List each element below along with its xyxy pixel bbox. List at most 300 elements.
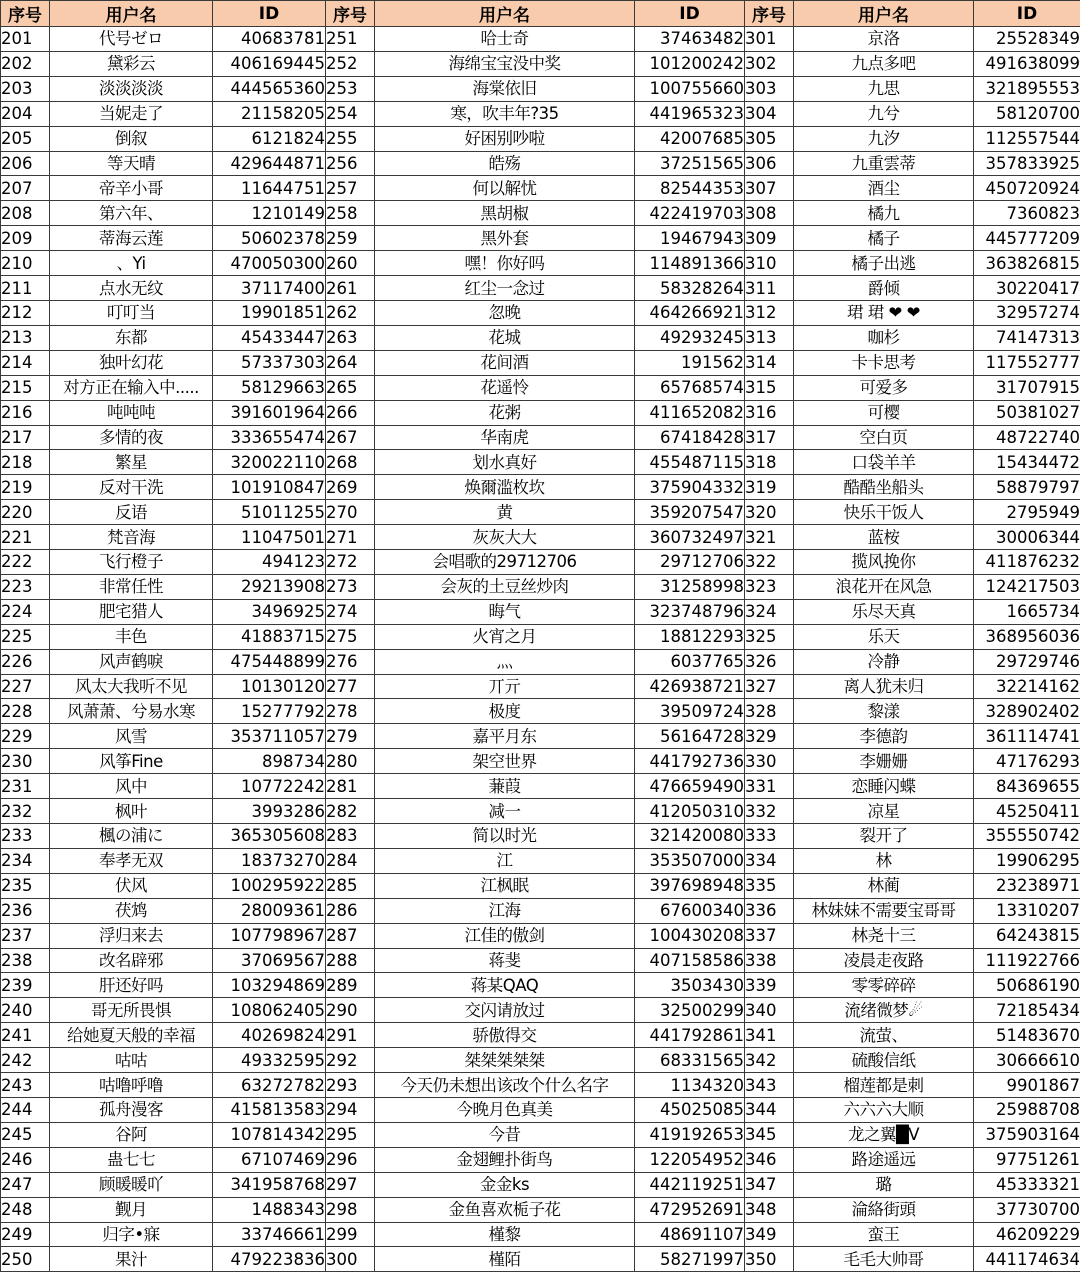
id-cell: 101200242 bbox=[635, 51, 745, 76]
table-row bbox=[1, 699, 1080, 724]
id-cell: 479223836 bbox=[213, 1247, 326, 1272]
id-cell: 476659490 bbox=[635, 774, 745, 799]
username-cell: 九点多吧 bbox=[794, 51, 974, 76]
username-cell: 浪花开在风急 bbox=[794, 574, 974, 599]
id-cell: 441965323 bbox=[635, 101, 745, 126]
username-cell: 今晚月色真美 bbox=[375, 1097, 635, 1122]
id-cell: 30666610 bbox=[974, 1048, 1080, 1073]
seq-cell: 295 bbox=[326, 1122, 375, 1147]
seq-cell: 297 bbox=[326, 1172, 375, 1197]
table-row bbox=[1, 1048, 1080, 1073]
id-cell: 365305608 bbox=[213, 824, 326, 849]
id-cell: 29729746 bbox=[974, 649, 1080, 674]
id-cell: 441174634 bbox=[974, 1247, 1080, 1272]
username-cell: 好困别吵啦 bbox=[375, 126, 635, 151]
seq-cell: 314 bbox=[745, 350, 794, 375]
username-cell: 珺 珺 ❤ ❤ bbox=[794, 300, 974, 325]
id-cell: 455487115 bbox=[635, 450, 745, 475]
seq-cell: 347 bbox=[745, 1172, 794, 1197]
username-cell: 口袋羊羊 bbox=[794, 450, 974, 475]
id-cell: 18812293 bbox=[635, 624, 745, 649]
username-cell: 六六六大顺 bbox=[794, 1097, 974, 1122]
id-cell: 323748796 bbox=[635, 599, 745, 624]
table-row bbox=[1, 201, 1080, 226]
id-cell: 63272782 bbox=[213, 1073, 326, 1098]
seq-cell: 346 bbox=[745, 1147, 794, 1172]
id-cell: 375904332 bbox=[635, 475, 745, 500]
username-cell: 林尧十三 bbox=[794, 923, 974, 948]
seq-cell: 204 bbox=[1, 101, 50, 126]
table-row bbox=[1, 475, 1080, 500]
id-cell: 37730700 bbox=[974, 1197, 1080, 1222]
username-cell: 划水真好 bbox=[375, 450, 635, 475]
username-cell: 改名辟邪 bbox=[50, 948, 213, 973]
username-cell: 晦气 bbox=[375, 599, 635, 624]
id-cell: 375903164 bbox=[974, 1122, 1080, 1147]
seq-cell: 318 bbox=[745, 450, 794, 475]
seq-cell: 329 bbox=[745, 724, 794, 749]
username-cell: 黛彩云 bbox=[50, 51, 213, 76]
username-cell: 哥无所畏惧 bbox=[50, 998, 213, 1023]
table-row bbox=[1, 1147, 1080, 1172]
username-cell: 奉孝无双 bbox=[50, 848, 213, 873]
table-row bbox=[1, 425, 1080, 450]
seq-cell: 307 bbox=[745, 176, 794, 201]
id-cell: 15277792 bbox=[213, 699, 326, 724]
username-cell: 谷阿 bbox=[50, 1122, 213, 1147]
seq-cell: 255 bbox=[326, 126, 375, 151]
id-cell: 25988708 bbox=[974, 1097, 1080, 1122]
username-cell: 给她夏天般的幸福 bbox=[50, 1023, 213, 1048]
seq-cell: 251 bbox=[326, 27, 375, 52]
username-cell: 蛊七七 bbox=[50, 1147, 213, 1172]
username-cell: 多情的夜 bbox=[50, 425, 213, 450]
seq-cell: 285 bbox=[326, 873, 375, 898]
id-cell: 419192653 bbox=[635, 1122, 745, 1147]
seq-cell: 227 bbox=[1, 674, 50, 699]
table-row bbox=[1, 276, 1080, 301]
id-cell: 13310207 bbox=[974, 898, 1080, 923]
id-cell: 422419703 bbox=[635, 201, 745, 226]
seq-cell: 210 bbox=[1, 251, 50, 276]
table-row bbox=[1, 500, 1080, 525]
id-cell: 50686190 bbox=[974, 973, 1080, 998]
id-cell: 33746661 bbox=[213, 1222, 326, 1247]
username-cell: 黎漾 bbox=[794, 699, 974, 724]
id-cell: 40683781 bbox=[213, 27, 326, 52]
seq-cell: 298 bbox=[326, 1197, 375, 1222]
seq-cell: 317 bbox=[745, 425, 794, 450]
id-cell: 1210149 bbox=[213, 201, 326, 226]
username-cell: 蒹葭 bbox=[375, 774, 635, 799]
id-cell: 117552777 bbox=[974, 350, 1080, 375]
seq-cell: 281 bbox=[326, 774, 375, 799]
seq-cell: 275 bbox=[326, 624, 375, 649]
username-cell: 非常任性 bbox=[50, 574, 213, 599]
seq-cell: 326 bbox=[745, 649, 794, 674]
seq-cell: 217 bbox=[1, 425, 50, 450]
seq-cell: 319 bbox=[745, 475, 794, 500]
seq-cell: 221 bbox=[1, 525, 50, 550]
seq-cell: 236 bbox=[1, 898, 50, 923]
username-cell: 可爱多 bbox=[794, 375, 974, 400]
username-cell: 黑胡椒 bbox=[375, 201, 635, 226]
id-cell: 9901867 bbox=[974, 1073, 1080, 1098]
id-cell: 64243815 bbox=[974, 923, 1080, 948]
seq-cell: 301 bbox=[745, 27, 794, 52]
table-row bbox=[1, 1097, 1080, 1122]
id-cell: 363826815 bbox=[974, 251, 1080, 276]
id-cell: 30220417 bbox=[974, 276, 1080, 301]
username-cell: 帝辛小哥 bbox=[50, 176, 213, 201]
seq-cell: 289 bbox=[326, 973, 375, 998]
username-cell: 孤舟漫客 bbox=[50, 1097, 213, 1122]
username-cell: 海绵宝宝没中奖 bbox=[375, 51, 635, 76]
username-cell: 今昔 bbox=[375, 1122, 635, 1147]
id-cell: 103294869 bbox=[213, 973, 326, 998]
id-cell: 6037765 bbox=[635, 649, 745, 674]
id-cell: 320022110 bbox=[213, 450, 326, 475]
username-cell: 反语 bbox=[50, 500, 213, 525]
username-cell: 架空世界 bbox=[375, 749, 635, 774]
seq-cell: 277 bbox=[326, 674, 375, 699]
header-id-2: ID bbox=[635, 1, 745, 27]
seq-cell: 272 bbox=[326, 550, 375, 575]
id-cell: 475448899 bbox=[213, 649, 326, 674]
username-cell: 蒋斐 bbox=[375, 948, 635, 973]
username-cell: 璐 bbox=[794, 1172, 974, 1197]
id-cell: 21158205 bbox=[213, 101, 326, 126]
seq-cell: 225 bbox=[1, 624, 50, 649]
id-cell: 82544353 bbox=[635, 176, 745, 201]
table-row bbox=[1, 27, 1080, 52]
id-cell: 37117400 bbox=[213, 276, 326, 301]
table-row bbox=[1, 226, 1080, 251]
username-cell: 皓殇 bbox=[375, 151, 635, 176]
seq-cell: 206 bbox=[1, 151, 50, 176]
id-cell: 355550742 bbox=[974, 824, 1080, 849]
table-row bbox=[1, 599, 1080, 624]
id-cell: 397698948 bbox=[635, 873, 745, 898]
seq-cell: 220 bbox=[1, 500, 50, 525]
seq-cell: 323 bbox=[745, 574, 794, 599]
seq-cell: 290 bbox=[326, 998, 375, 1023]
seq-cell: 339 bbox=[745, 973, 794, 998]
seq-cell: 247 bbox=[1, 1172, 50, 1197]
id-cell: 360732497 bbox=[635, 525, 745, 550]
username-cell: 嘉平月东 bbox=[375, 724, 635, 749]
table-row bbox=[1, 550, 1080, 575]
seq-cell: 241 bbox=[1, 1023, 50, 1048]
table-row bbox=[1, 151, 1080, 176]
username-cell: 风萧萧、兮易水寒 bbox=[50, 699, 213, 724]
seq-cell: 211 bbox=[1, 276, 50, 301]
seq-cell: 252 bbox=[326, 51, 375, 76]
seq-cell: 299 bbox=[326, 1222, 375, 1247]
seq-cell: 345 bbox=[745, 1122, 794, 1147]
table-row bbox=[1, 724, 1080, 749]
id-cell: 45025085 bbox=[635, 1097, 745, 1122]
username-cell: 离人犹未归 bbox=[794, 674, 974, 699]
username-cell: 九汐 bbox=[794, 126, 974, 151]
table-row bbox=[1, 1073, 1080, 1098]
table-row bbox=[1, 574, 1080, 599]
username-cell: 空白页 bbox=[794, 425, 974, 450]
table-row bbox=[1, 998, 1080, 1023]
seq-cell: 284 bbox=[326, 848, 375, 873]
id-cell: 321895553 bbox=[974, 76, 1080, 101]
seq-cell: 248 bbox=[1, 1197, 50, 1222]
username-cell: 花城 bbox=[375, 325, 635, 350]
id-cell: 58129663 bbox=[213, 375, 326, 400]
id-cell: 37251565 bbox=[635, 151, 745, 176]
id-cell: 32500299 bbox=[635, 998, 745, 1023]
seq-cell: 207 bbox=[1, 176, 50, 201]
seq-cell: 348 bbox=[745, 1197, 794, 1222]
table-row bbox=[1, 1197, 1080, 1222]
id-cell: 47176293 bbox=[974, 749, 1080, 774]
seq-cell: 283 bbox=[326, 824, 375, 849]
id-cell: 19901851 bbox=[213, 300, 326, 325]
seq-cell: 296 bbox=[326, 1147, 375, 1172]
seq-cell: 342 bbox=[745, 1048, 794, 1073]
seq-cell: 315 bbox=[745, 375, 794, 400]
id-cell: 67418428 bbox=[635, 425, 745, 450]
id-cell: 444565360 bbox=[213, 76, 326, 101]
id-cell: 31707915 bbox=[974, 375, 1080, 400]
seq-cell: 337 bbox=[745, 923, 794, 948]
username-cell: 叮叮当 bbox=[50, 300, 213, 325]
seq-cell: 215 bbox=[1, 375, 50, 400]
username-cell: 林蔺 bbox=[794, 873, 974, 898]
seq-cell: 269 bbox=[326, 475, 375, 500]
seq-cell: 232 bbox=[1, 799, 50, 824]
seq-cell: 270 bbox=[326, 500, 375, 525]
username-cell: 裂开了 bbox=[794, 824, 974, 849]
seq-cell: 350 bbox=[745, 1247, 794, 1272]
seq-cell: 264 bbox=[326, 350, 375, 375]
username-cell: 凌晨走夜路 bbox=[794, 948, 974, 973]
id-cell: 6121824 bbox=[213, 126, 326, 151]
username-cell: 酷酷坐船头 bbox=[794, 475, 974, 500]
seq-cell: 328 bbox=[745, 699, 794, 724]
seq-cell: 333 bbox=[745, 824, 794, 849]
username-cell: 顾暖暖吖 bbox=[50, 1172, 213, 1197]
header-seq-1: 序号 bbox=[1, 1, 50, 27]
id-cell: 50602378 bbox=[213, 226, 326, 251]
username-cell: 淡淡淡淡 bbox=[50, 76, 213, 101]
table-row bbox=[1, 674, 1080, 699]
seq-cell: 245 bbox=[1, 1122, 50, 1147]
username-cell: 花粥 bbox=[375, 400, 635, 425]
id-cell: 58271997 bbox=[635, 1247, 745, 1272]
id-cell: 108062405 bbox=[213, 998, 326, 1023]
seq-cell: 271 bbox=[326, 525, 375, 550]
id-cell: 111922766 bbox=[974, 948, 1080, 973]
table-row bbox=[1, 774, 1080, 799]
seq-cell: 208 bbox=[1, 201, 50, 226]
username-cell: 楓の浦に bbox=[50, 824, 213, 849]
id-cell: 48691107 bbox=[635, 1222, 745, 1247]
seq-cell: 321 bbox=[745, 525, 794, 550]
seq-cell: 242 bbox=[1, 1048, 50, 1073]
id-cell: 1665734 bbox=[974, 599, 1080, 624]
seq-cell: 327 bbox=[745, 674, 794, 699]
username-cell: 咖杉 bbox=[794, 325, 974, 350]
username-cell: 可樱 bbox=[794, 400, 974, 425]
id-cell: 445777209 bbox=[974, 226, 1080, 251]
seq-cell: 293 bbox=[326, 1073, 375, 1098]
seq-cell: 213 bbox=[1, 325, 50, 350]
seq-cell: 304 bbox=[745, 101, 794, 126]
id-cell: 429644871 bbox=[213, 151, 326, 176]
username-cell: 林妹妹不需要宝哥哥 bbox=[794, 898, 974, 923]
id-cell: 49293245 bbox=[635, 325, 745, 350]
id-cell: 411652082 bbox=[635, 400, 745, 425]
id-cell: 29213908 bbox=[213, 574, 326, 599]
id-cell: 10772242 bbox=[213, 774, 326, 799]
table-row bbox=[1, 799, 1080, 824]
id-cell: 107814342 bbox=[213, 1122, 326, 1147]
seq-cell: 313 bbox=[745, 325, 794, 350]
table-row bbox=[1, 649, 1080, 674]
id-cell: 898734 bbox=[213, 749, 326, 774]
username-cell: 丌亓 bbox=[375, 674, 635, 699]
username-cell: 零零碎碎 bbox=[794, 973, 974, 998]
username-cell: 梵音海 bbox=[50, 525, 213, 550]
username-cell: 风声鹤唳 bbox=[50, 649, 213, 674]
header-seq-2: 序号 bbox=[326, 1, 375, 27]
username-cell: 枫叶 bbox=[50, 799, 213, 824]
username-cell: 蛮王 bbox=[794, 1222, 974, 1247]
id-cell: 50381027 bbox=[974, 400, 1080, 425]
username-cell: 硫酸信纸 bbox=[794, 1048, 974, 1073]
id-cell: 30006344 bbox=[974, 525, 1080, 550]
seq-cell: 259 bbox=[326, 226, 375, 251]
seq-cell: 209 bbox=[1, 226, 50, 251]
username-cell: 反对干洗 bbox=[50, 475, 213, 500]
username-cell: 会灰的土豆丝炒肉 bbox=[375, 574, 635, 599]
username-cell: 桀桀桀桀桀 bbox=[375, 1048, 635, 1073]
id-cell: 42007685 bbox=[635, 126, 745, 151]
seq-cell: 280 bbox=[326, 749, 375, 774]
seq-cell: 201 bbox=[1, 27, 50, 52]
username-cell: 卡卡思考 bbox=[794, 350, 974, 375]
seq-cell: 239 bbox=[1, 973, 50, 998]
seq-cell: 274 bbox=[326, 599, 375, 624]
username-cell: 橘子 bbox=[794, 226, 974, 251]
table-row bbox=[1, 350, 1080, 375]
username-cell: 当妮走了 bbox=[50, 101, 213, 126]
table-row bbox=[1, 873, 1080, 898]
username-cell: 橘子出逃 bbox=[794, 251, 974, 276]
id-cell: 3993286 bbox=[213, 799, 326, 824]
username-cell: 华南虎 bbox=[375, 425, 635, 450]
table-row bbox=[1, 898, 1080, 923]
username-cell: 蒋某QAQ bbox=[375, 973, 635, 998]
username-cell: 京洛 bbox=[794, 27, 974, 52]
id-cell: 357833925 bbox=[974, 151, 1080, 176]
id-cell: 15434472 bbox=[974, 450, 1080, 475]
seq-cell: 205 bbox=[1, 126, 50, 151]
id-cell: 65768574 bbox=[635, 375, 745, 400]
seq-cell: 336 bbox=[745, 898, 794, 923]
username-cell: 果汁 bbox=[50, 1247, 213, 1272]
seq-cell: 234 bbox=[1, 848, 50, 873]
username-cell: 爵倾 bbox=[794, 276, 974, 301]
id-cell: 112557544 bbox=[974, 126, 1080, 151]
id-cell: 32214162 bbox=[974, 674, 1080, 699]
table-row bbox=[1, 76, 1080, 101]
seq-cell: 330 bbox=[745, 749, 794, 774]
id-cell: 49332595 bbox=[213, 1048, 326, 1073]
id-cell: 11047501 bbox=[213, 525, 326, 550]
id-cell: 472952691 bbox=[635, 1197, 745, 1222]
username-cell: 快乐干饭人 bbox=[794, 500, 974, 525]
username-cell: 飞行橙子 bbox=[50, 550, 213, 575]
seq-cell: 231 bbox=[1, 774, 50, 799]
seq-cell: 222 bbox=[1, 550, 50, 575]
id-cell: 442119251 bbox=[635, 1172, 745, 1197]
seq-cell: 263 bbox=[326, 325, 375, 350]
username-cell: 风太大我听不见 bbox=[50, 674, 213, 699]
username-cell: 会唱歌的29712706 bbox=[375, 550, 635, 575]
id-cell: 1488343 bbox=[213, 1197, 326, 1222]
username-cell: 风筝Fine bbox=[50, 749, 213, 774]
id-cell: 74147313 bbox=[974, 325, 1080, 350]
username-cell: 江佳的傲剑 bbox=[375, 923, 635, 948]
id-cell: 100755660 bbox=[635, 76, 745, 101]
table-row bbox=[1, 1222, 1080, 1247]
header-username-3: 用户名 bbox=[794, 1, 974, 27]
username-cell: 咕噜呼噜 bbox=[50, 1073, 213, 1098]
username-cell: 灰灰大大 bbox=[375, 525, 635, 550]
username-cell: 蒂海云莲 bbox=[50, 226, 213, 251]
seq-cell: 303 bbox=[745, 76, 794, 101]
username-cell: 酒尘 bbox=[794, 176, 974, 201]
id-cell: 58879797 bbox=[974, 475, 1080, 500]
header-seq-3: 序号 bbox=[745, 1, 794, 27]
seq-cell: 240 bbox=[1, 998, 50, 1023]
id-cell: 100295922 bbox=[213, 873, 326, 898]
id-cell: 2795949 bbox=[974, 500, 1080, 525]
id-cell: 84369655 bbox=[974, 774, 1080, 799]
table-row bbox=[1, 824, 1080, 849]
id-cell: 67600340 bbox=[635, 898, 745, 923]
id-cell: 41883715 bbox=[213, 624, 326, 649]
username-cell: 寒，吹丰年?35 bbox=[375, 101, 635, 126]
seq-cell: 286 bbox=[326, 898, 375, 923]
seq-cell: 218 bbox=[1, 450, 50, 475]
seq-cell: 341 bbox=[745, 1023, 794, 1048]
id-cell: 391601964 bbox=[213, 400, 326, 425]
username-cell: 李德韵 bbox=[794, 724, 974, 749]
table-row bbox=[1, 1122, 1080, 1147]
id-cell: 23238971 bbox=[974, 873, 1080, 898]
table-row bbox=[1, 251, 1080, 276]
id-cell: 57337303 bbox=[213, 350, 326, 375]
username-cell: 榴莲都是刺 bbox=[794, 1073, 974, 1098]
seq-cell: 260 bbox=[326, 251, 375, 276]
username-cell: 毛毛大帅哥 bbox=[794, 1247, 974, 1272]
table-row bbox=[1, 176, 1080, 201]
id-cell: 328902402 bbox=[974, 699, 1080, 724]
id-cell: 51483670 bbox=[974, 1023, 1080, 1048]
seq-cell: 212 bbox=[1, 300, 50, 325]
header-username-1: 用户名 bbox=[50, 1, 213, 27]
id-cell: 11644751 bbox=[213, 176, 326, 201]
seq-cell: 344 bbox=[745, 1097, 794, 1122]
